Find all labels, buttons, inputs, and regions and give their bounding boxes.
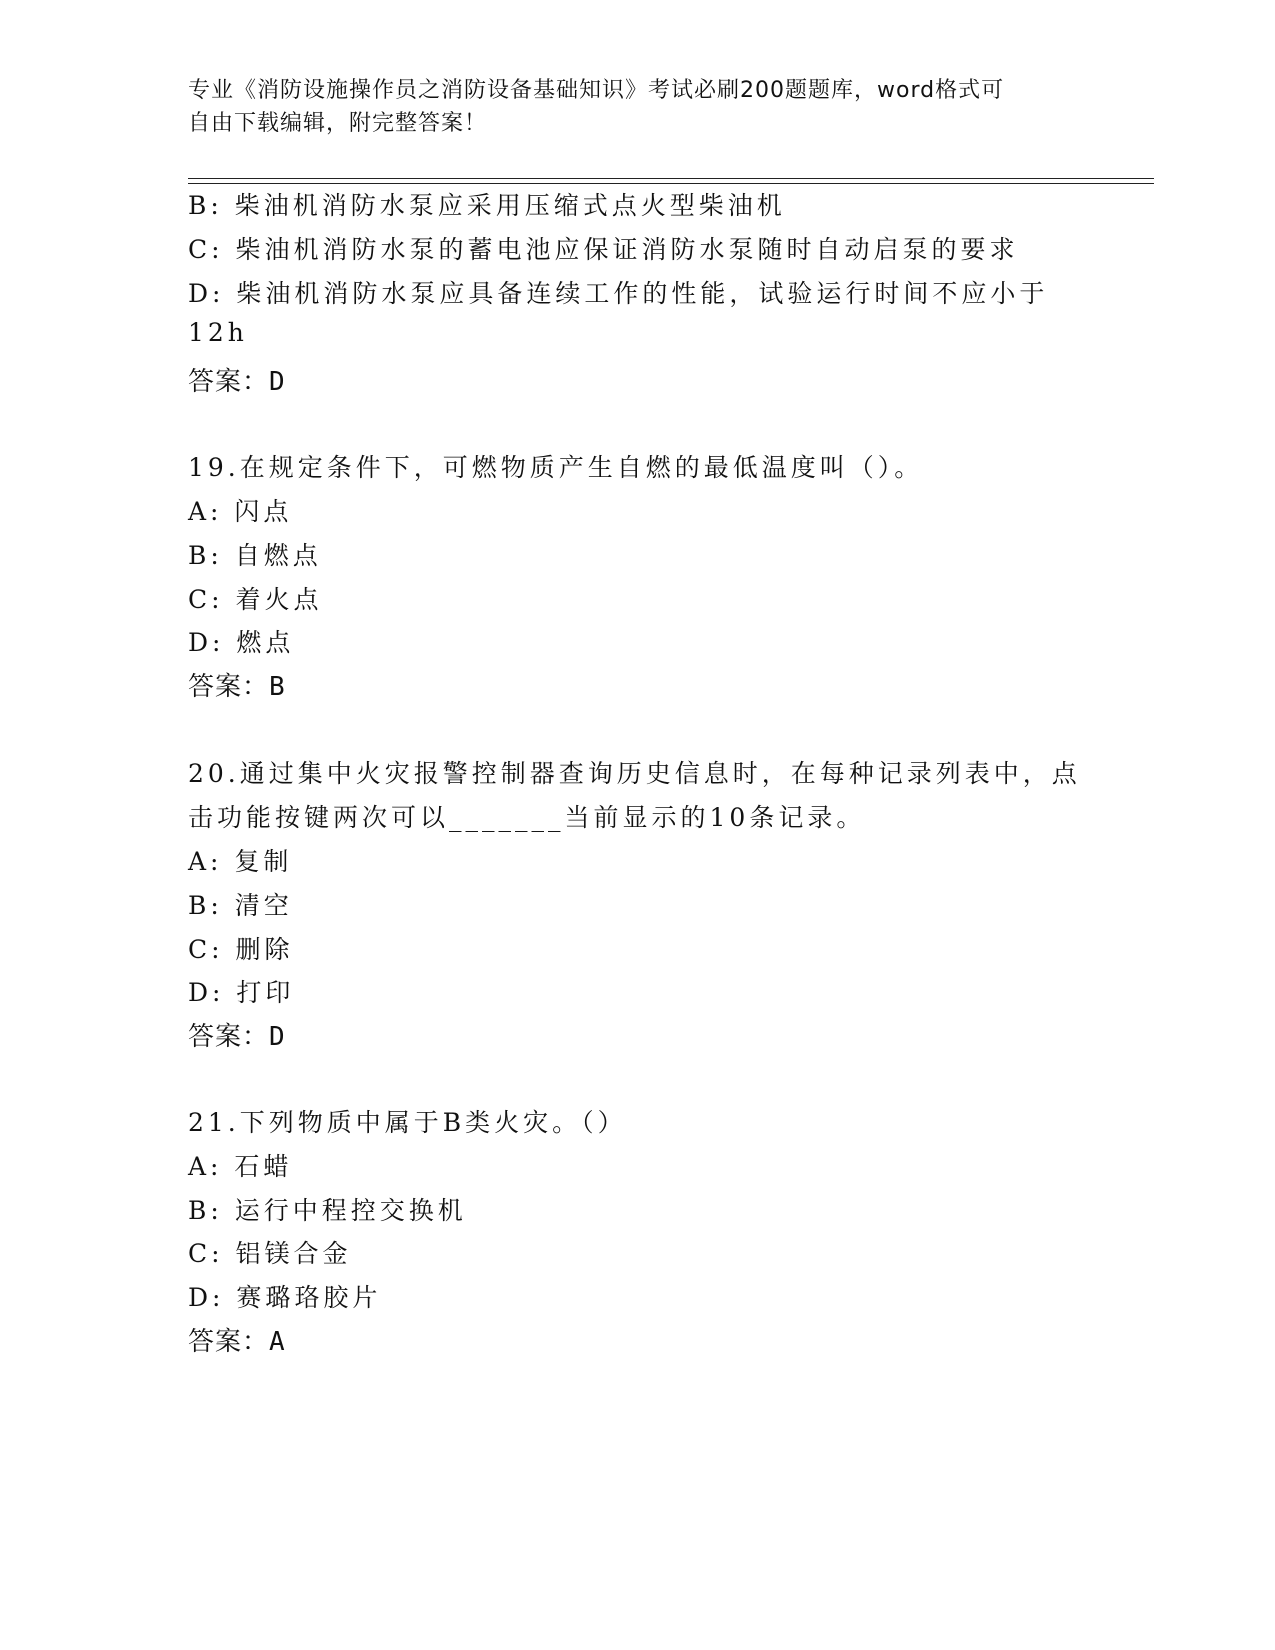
question-19-option-a: A: 闪点 <box>188 497 293 526</box>
question-21-option-c: C: 铝镁合金 <box>188 1239 352 1268</box>
answer-value: A <box>269 1327 286 1357</box>
question-19-option-c: C: 着火点 <box>188 585 323 614</box>
question-19-stem: 19.在规定条件下，可燃物质产生自燃的最低温度叫（）。 <box>188 453 924 482</box>
question-21-answer <box>188 1321 286 1358</box>
prev-answer <box>188 361 286 398</box>
question-20-option-b: B: 清空 <box>188 891 293 920</box>
header-line-2: 自由下载编辑，附完整答案！ <box>188 111 488 136</box>
question-19-option-b: B: 自燃点 <box>188 541 322 570</box>
answer-label: 答案： <box>188 367 270 397</box>
question-21-option-b: B: 运行中程控交换机 <box>188 1196 467 1225</box>
prev-option-c: C: 柴油机消防水泵的蓄电池应保证消防水泵随时自动启泵的要求 <box>188 235 1019 264</box>
answer-label: 答案： <box>188 1327 270 1357</box>
prev-option-b: B: 柴油机消防水泵应采用压缩式点火型柴油机 <box>188 191 786 220</box>
answer-label: 答案： <box>188 672 270 702</box>
question-19-answer <box>188 666 286 703</box>
prev-option-d-continued: 12h <box>188 318 248 347</box>
question-19-option-d: D: 燃点 <box>188 628 295 657</box>
header-divider-top <box>188 178 1154 179</box>
header-divider-bottom <box>188 183 1154 184</box>
question-20-option-c: C: 删除 <box>188 935 294 964</box>
question-20-stem-continued: 击功能按键两次可以_______当前显示的10条记录。 <box>188 803 866 832</box>
question-20-option-d: D: 打印 <box>188 978 295 1007</box>
question-21-stem: 21.下列物质中属于B类火灾。（） <box>188 1108 627 1137</box>
question-20-stem: 20.通过集中火灾报警控制器查询历史信息时，在每种记录列表中，点 <box>188 759 1081 788</box>
document-header <box>188 74 1088 140</box>
question-21-option-d: D: 赛璐珞胶片 <box>188 1283 382 1312</box>
answer-label: 答案： <box>188 1022 270 1052</box>
answer-value: B <box>269 672 286 702</box>
question-21-option-a: A: 石蜡 <box>188 1152 293 1181</box>
header-line-1: 专业《消防设施操作员之消防设备基础知识》考试必刷200题题库，word格式可 <box>188 78 1005 103</box>
question-20-option-a: A: 复制 <box>188 847 293 876</box>
question-20-answer <box>188 1016 286 1053</box>
answer-value: D <box>269 367 286 397</box>
answer-value: D <box>269 1022 286 1052</box>
prev-option-d: D: 柴油机消防水泵应具备连续工作的性能，试验运行时间不应小于 <box>188 279 1049 308</box>
